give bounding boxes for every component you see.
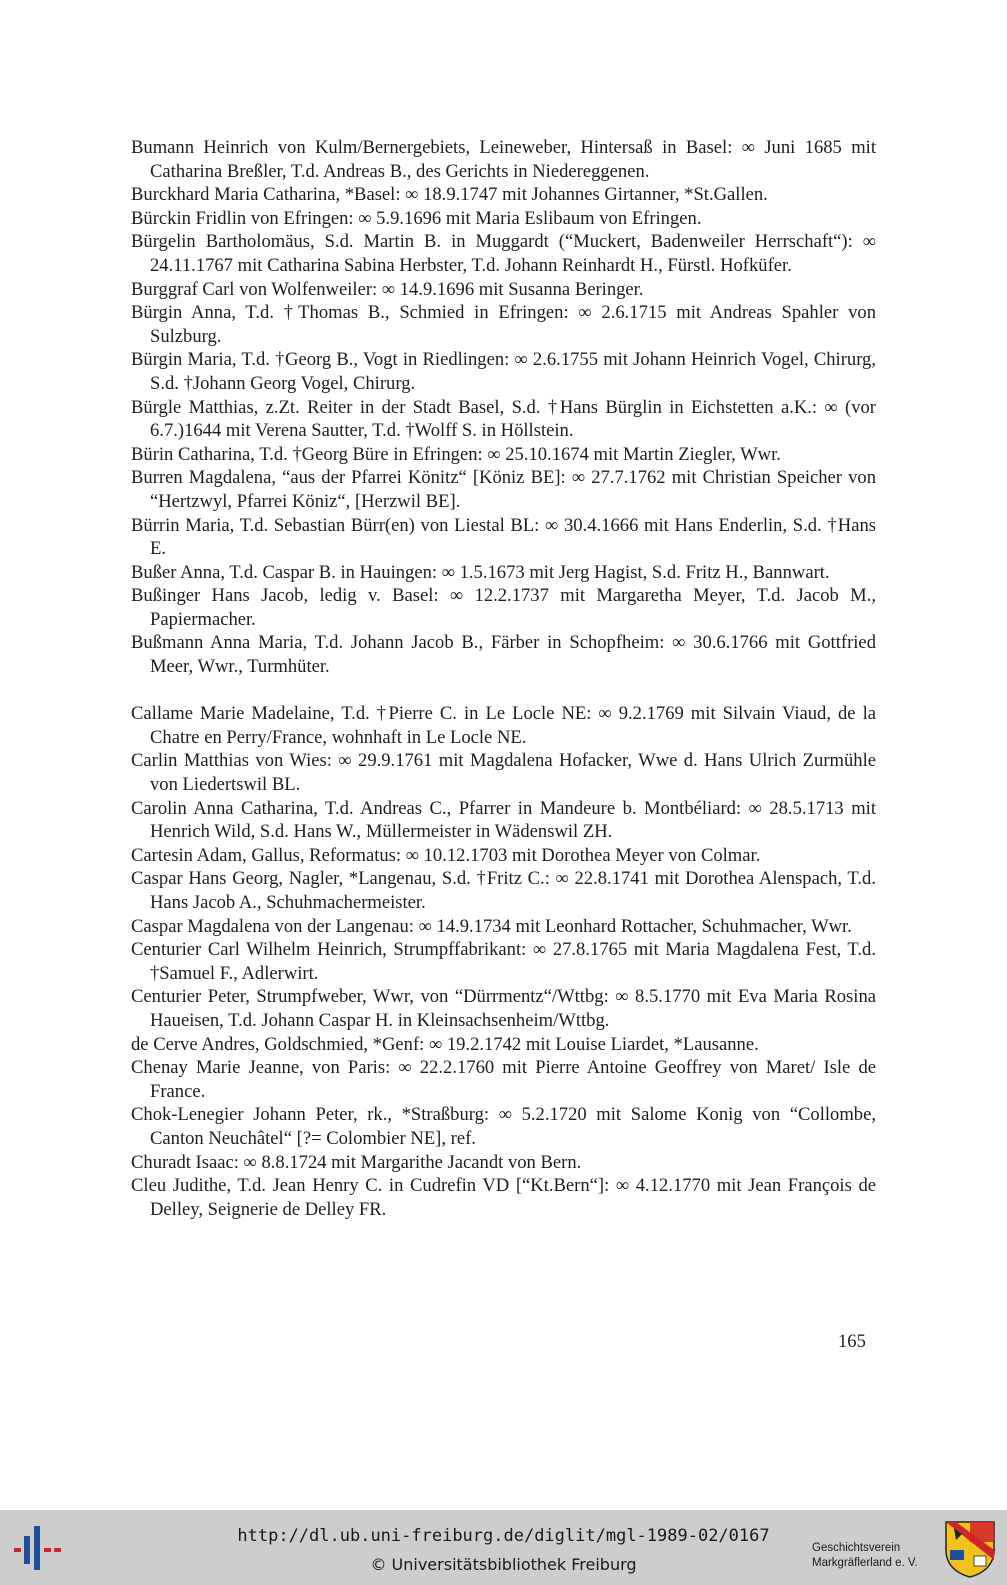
register-entry: Centurier Peter, Strumpfweber, Wwr, von “Dürrmentz“/Wttbg: ∞ 8.5.1770 mit Eva Maria Rosina Haueisen, T.d. Johann Caspar H. in Kleinsachsenheim/Wttbg. bbox=[131, 986, 876, 1031]
register-entry: Bußmann Anna Maria, T.d. Johann Jacob B., Färber in Schopfheim: ∞ 30.6.1766 mit Gottfried Meer, Wwr., Turmhüter. bbox=[131, 632, 876, 678]
register-entry: Chenay Marie Jeanne, von Paris: ∞ 22.2.1760 mit Pierre Antoine Geoffrey von Maret/ Isle de France. bbox=[131, 1057, 876, 1102]
register-entry: Bürgle Matthias, z.Zt. Reiter in der Stadt Basel, S.d. †Hans Bürglin in Eichstetten a.K.: ∞ (vor 6.7.)1644 mit Verena Sautter, T.d. †Wolff S. in Höllstein. bbox=[131, 396, 876, 442]
register-entry: Bürgelin Bartholomäus, S.d. Martin B. in Muggardt (“Muckert, Badenweiler Herrschaft“): ∞ 24.11.1767 mit Catharina Sabina Herbster, T.d. Johann Reinhardt H., Fürstl. Hofküfer. bbox=[131, 231, 876, 276]
register-entry: de Cerve Andres, Goldschmied, *Genf: ∞ 19.2.1742 mit Louise Liardet, *Lausanne. bbox=[131, 1033, 759, 1055]
page-number: 165 bbox=[838, 1331, 866, 1352]
register-entries bbox=[131, 136, 876, 1221]
register-entry: Churadt Isaac: ∞ 8.8.1724 mit Margarithe Jacandt von Bern. bbox=[131, 1151, 582, 1173]
register-entry: Caspar Magdalena von der Langenau: ∞ 14.9.1734 mit Leonhard Rottacher, Schuhmacher, Wwr. bbox=[131, 915, 852, 937]
register-entry: Bürgin Anna, T.d. †Thomas B., Schmied in Efringen: ∞ 2.6.1715 mit Andreas Spahler von Sulzburg. bbox=[131, 302, 876, 347]
register-entry: Bürrin Maria, T.d. Sebastian Bürr(en) von Liestal BL: ∞ 30.4.1666 mit Hans Enderlin, S.d. †Hans E. bbox=[131, 514, 876, 560]
register-entry: Chok-Lenegier Johann Peter, rk., *Straßburg: ∞ 5.2.1720 mit Salome Konig von “Collombe, Canton Neuchâtel“ [?= Colombier NE], ref. bbox=[131, 1104, 876, 1149]
organization-name-line: Markgräflerland e. V. bbox=[812, 1557, 918, 1569]
register-entry: Bürgin Maria, T.d. †Georg B., Vogt in Riedlingen: ∞ 2.6.1755 mit Johann Heinrich Vogel, Chirurg, S.d. †Johann Georg Vogel, Chirurg. bbox=[131, 349, 876, 394]
register-entry: Bußer Anna, T.d. Caspar B. in Hauingen: ∞ 1.5.1673 mit Jerg Hagist, S.d. Fritz H., Bannwart. bbox=[131, 561, 830, 583]
register-entry: Bußinger Hans Jacob, ledig v. Basel: ∞ 12.2.1737 mit Margaretha Meyer, T.d. Jacob M., Papiermacher. bbox=[131, 585, 876, 630]
register-entry: Burggraf Carl von Wolfenweiler: ∞ 14.9.1696 mit Susanna Beringer. bbox=[131, 278, 644, 300]
copyright-notice: © Universitätsbibliothek Freiburg bbox=[370, 1555, 637, 1574]
register-entry: Carolin Anna Catharina, T.d. Andreas C., Pfarrer in Mandeure b. Montbéliard: ∞ 28.5.1713 mit Henrich Wild, S.d. Hans W., Müllermeister in Wädenswil ZH. bbox=[131, 797, 876, 843]
register-entry: Cleu Judithe, T.d. Jean Henry C. in Cudrefin VD [“Kt.Bern“]: ∞ 4.12.1770 mit Jean François de Delley, Seignerie de Delley FR. bbox=[131, 1175, 876, 1220]
organization-name bbox=[812, 1541, 918, 1571]
register-entry: Cartesin Adam, Gallus, Reformatus: ∞ 10.12.1703 mit Dorothea Meyer von Colmar. bbox=[131, 844, 761, 866]
register-entry: Carlin Matthias von Wies: ∞ 29.9.1761 mit Magdalena Hofacker, Wwe d. Hans Ulrich Zurmühle von Liedertswil BL. bbox=[131, 750, 876, 796]
register-entry: Callame Marie Madelaine, T.d. †Pierre C. in Le Locle NE: ∞ 9.2.1769 mit Silvain Viaud, de la Chatre en Perry/France, wohnhaft in Le Locle NE. bbox=[131, 703, 876, 748]
register-entry: Centurier Carl Wilhelm Heinrich, Strumpffabrikant: ∞ 27.8.1765 mit Maria Magdalena Fest, T.d. †Samuel F., Adlerwirt. bbox=[131, 939, 876, 984]
document-url-link[interactable]: http://dl.ub.uni-freiburg.de/diglit/mgl-1989-02/0167 bbox=[237, 1526, 770, 1546]
register-entry: Burckhard Maria Catharina, *Basel: ∞ 18.9.1747 mit Johannes Girtanner, *St.Gallen. bbox=[131, 184, 768, 206]
register-entry: Bürckin Fridlin von Efringen: ∞ 5.9.1696 mit Maria Eslibaum von Efringen. bbox=[131, 207, 702, 229]
organization-name-line: Geschichtsverein bbox=[812, 1542, 901, 1554]
footer-bar bbox=[0, 1510, 1007, 1585]
register-entry: Bürin Catharina, T.d. †Georg Büre in Efringen: ∞ 25.10.1674 mit Martin Ziegler, Wwr. bbox=[131, 443, 781, 465]
coat-of-arms-icon bbox=[944, 1520, 996, 1578]
register-entry: Bumann Heinrich von Kulm/Bernergebiets, Leineweber, Hintersaß in Basel: ∞ Juni 1685 mit Catharina Breßler, T.d. Andreas B., des Gerichts in Niedereggenen. bbox=[131, 137, 876, 182]
section-divider bbox=[131, 679, 876, 703]
register-entry: Burren Magdalena, “aus der Pfarrei Könitz“ [Köniz BE]: ∞ 27.7.1762 mit Christian Speicher von “Hertzwyl, Pfarrei Köniz“, [Herzwil BE]. bbox=[131, 467, 876, 512]
register-entry: Caspar Hans Georg, Nagler, *Langenau, S.d. †Fritz C.: ∞ 22.8.1741 mit Dorothea Alenspach, T.d. Hans Jacob A., Schuhmachermeister. bbox=[131, 868, 876, 913]
